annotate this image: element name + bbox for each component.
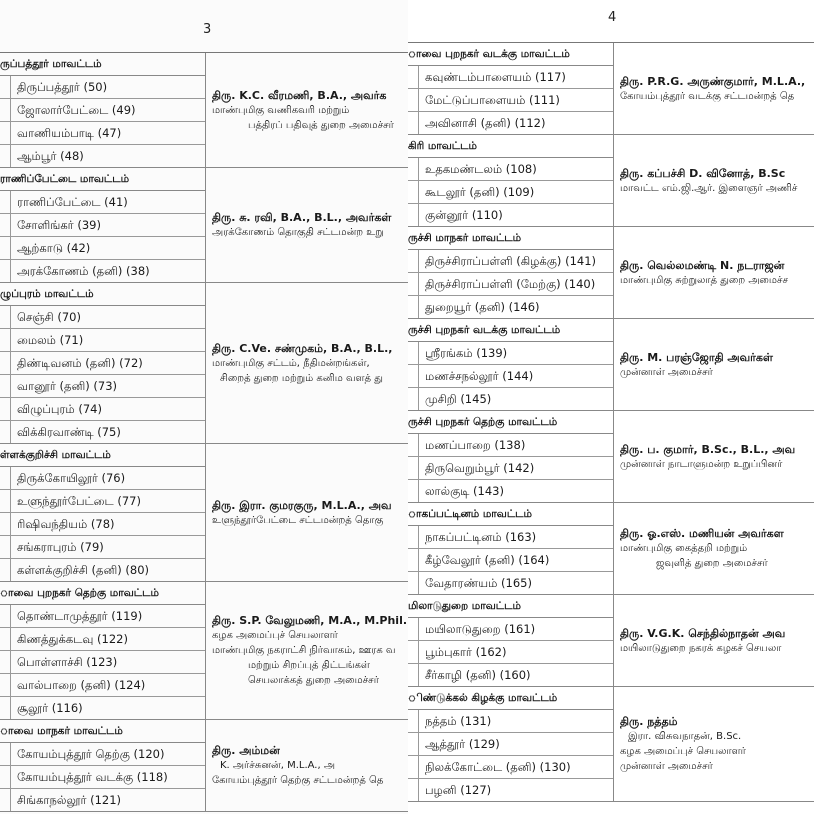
row-gutter bbox=[408, 733, 419, 755]
constituency-row bbox=[408, 158, 613, 181]
constituency-row bbox=[0, 352, 205, 375]
constituency-column bbox=[0, 168, 205, 282]
constituency-row bbox=[408, 664, 613, 686]
row-gutter bbox=[0, 536, 11, 558]
constituency-name: உளுந்தூர்பேட்டை (77) bbox=[17, 494, 141, 508]
row-gutter bbox=[408, 112, 419, 134]
row-gutter bbox=[0, 467, 11, 489]
in-charge-name: திரு. சு. ரவி, B.A., B.L., அவர்கள் bbox=[212, 211, 392, 224]
constituency-row bbox=[0, 513, 205, 536]
in-charge-cell bbox=[205, 283, 408, 443]
district-heading: ருப்பத்தூர் மாவட்டம் bbox=[0, 53, 205, 76]
page-number: 3 bbox=[203, 22, 212, 37]
district-block bbox=[408, 595, 814, 687]
in-charge-cell bbox=[613, 595, 814, 686]
in-charge-detail: மாண்புமிகு சட்டம், நீதிமன்றங்கள், bbox=[212, 357, 370, 369]
constituency-name: வேதாரண்யம் (165) bbox=[425, 576, 532, 590]
district-heading: ராணிப்பேட்டை மாவட்டம் bbox=[0, 168, 205, 191]
in-charge-cell bbox=[205, 53, 408, 167]
constituency-name: சோளிங்கர் (39) bbox=[17, 218, 101, 232]
constituency-name: துறையூர் (தனி) (146) bbox=[425, 300, 540, 314]
row-gutter bbox=[408, 89, 419, 111]
row-gutter bbox=[0, 490, 11, 512]
in-charge-detail: மாண்புமிகு கைத்தறி மற்றும் bbox=[620, 543, 748, 554]
constituency-name: ராணிப்பேட்டை (41) bbox=[17, 195, 128, 209]
constituency-row bbox=[0, 467, 205, 490]
constituency-name: வாணியம்பாடி (47) bbox=[17, 126, 122, 140]
district-heading: ள்ளக்குறிச்சி மாவட்டம் bbox=[0, 444, 205, 467]
page-number: 4 bbox=[608, 10, 617, 25]
row-gutter bbox=[0, 122, 11, 144]
row-gutter bbox=[0, 145, 11, 167]
row-gutter bbox=[408, 204, 419, 226]
row-gutter bbox=[0, 260, 11, 282]
constituency-name: திருக்கோயிலூர் (76) bbox=[17, 471, 126, 485]
constituency-name: ஆற்காடு (42) bbox=[17, 241, 91, 255]
in-charge-detail: கோயம்புத்தூர் வடக்கு சட்டமன்றத் தெ bbox=[620, 90, 795, 102]
in-charge-detail: முன்னாள் அமைச்சர் bbox=[620, 366, 713, 378]
district-block bbox=[408, 687, 814, 802]
district-block bbox=[0, 283, 408, 444]
constituency-name: பொள்ளாச்சி (123) bbox=[17, 655, 118, 669]
in-charge-detail: மாண்புமிகு வணிகவரி மற்றும் bbox=[212, 104, 350, 116]
row-gutter bbox=[408, 664, 419, 686]
constituency-column bbox=[408, 227, 613, 318]
row-gutter bbox=[408, 710, 419, 732]
constituency-name: கூடலூர் (தனி) (109) bbox=[425, 185, 535, 199]
row-gutter bbox=[408, 618, 419, 640]
constituency-name: திண்டிவனம் (தனி) (72) bbox=[17, 356, 143, 370]
constituency-row bbox=[408, 434, 613, 457]
row-gutter bbox=[0, 605, 11, 627]
constituency-row bbox=[408, 365, 613, 388]
constituency-column bbox=[408, 687, 613, 801]
constituency-name: சங்கராபுரம் (79) bbox=[17, 540, 104, 554]
in-charge-detail: மயிலாடுதுறை நகரக் கழகச் செயலா bbox=[620, 642, 782, 654]
constituency-row bbox=[0, 145, 205, 167]
row-gutter bbox=[0, 628, 11, 650]
row-gutter bbox=[0, 76, 11, 98]
constituency-name: கவுண்டம்பாளையம் (117) bbox=[425, 70, 566, 84]
district-heading: ாவை புறநகர் தெற்கு மாவட்டம் bbox=[0, 582, 205, 605]
row-gutter bbox=[0, 352, 11, 374]
in-charge-name: திரு. கப்பச்சி D. வினோத், B.Sc bbox=[620, 166, 786, 180]
constituency-column bbox=[408, 595, 613, 686]
constituency-name: கோயம்புத்தூர் வடக்கு (118) bbox=[17, 770, 168, 784]
constituency-row bbox=[0, 743, 205, 766]
in-charge-name: திரு. M. பரஞ்ஜோதி அவர்கள் bbox=[620, 350, 773, 364]
constituency-column bbox=[408, 319, 613, 410]
district-heading: மிலாடுதுறை மாவட்டம் bbox=[408, 595, 613, 618]
constituency-name: பூம்புகார் (162) bbox=[425, 645, 507, 659]
row-gutter bbox=[0, 191, 11, 213]
row-gutter bbox=[408, 572, 419, 594]
constituency-row bbox=[0, 76, 205, 99]
district-heading: ாவை மாநகர் மாவட்டம் bbox=[0, 720, 205, 743]
in-charge-detail: மாண்புமிகு சுற்றுலாத் துறை அமைச்ச bbox=[620, 274, 789, 286]
in-charge-detail: இரா. விசுவநாதன், B.Sc. bbox=[628, 731, 742, 742]
in-charge-name: திரு. ஓ.எஸ். மணியன் அவர்கள bbox=[620, 527, 784, 540]
constituency-name: உதகமண்டலம் (108) bbox=[425, 162, 537, 176]
constituency-row bbox=[408, 296, 613, 318]
constituency-name: திருச்சிராப்பள்ளி (கிழக்கு) (141) bbox=[425, 254, 597, 268]
constituency-name: மணப்பாறை (138) bbox=[425, 438, 526, 452]
in-charge-detail: சிறைத் துறை மற்றும் கனிம வளத் து bbox=[220, 372, 383, 384]
constituency-row bbox=[408, 66, 613, 89]
constituency-name: வால்பாறை (தனி) (124) bbox=[17, 678, 146, 692]
constituency-name: குன்னூர் (110) bbox=[425, 208, 503, 222]
in-charge-cell bbox=[205, 168, 408, 282]
constituency-row bbox=[408, 549, 613, 572]
district-block bbox=[0, 720, 408, 812]
constituency-row bbox=[408, 273, 613, 296]
district-block bbox=[408, 319, 814, 411]
district-heading: ிண்டுக்கல் கிழக்கு மாவட்டம் bbox=[408, 687, 613, 710]
constituency-name: வானூர் (தனி) (73) bbox=[17, 379, 118, 393]
constituency-name: முசிறி (145) bbox=[425, 392, 492, 406]
row-gutter bbox=[0, 214, 11, 236]
in-charge-detail: அரக்கோணம் தொகுதி சட்டமன்ற உறு bbox=[212, 227, 384, 238]
constituency-row bbox=[0, 421, 205, 443]
row-gutter bbox=[0, 375, 11, 397]
in-charge-cell bbox=[613, 687, 814, 801]
in-charge-cell bbox=[205, 582, 408, 719]
in-charge-cell bbox=[613, 319, 814, 410]
constituency-name: விழுப்புரம் (74) bbox=[17, 402, 102, 416]
row-gutter bbox=[408, 158, 419, 180]
district-block bbox=[408, 43, 814, 135]
row-gutter bbox=[0, 421, 11, 443]
constituency-row bbox=[0, 191, 205, 214]
constituency-row bbox=[408, 641, 613, 664]
constituency-column bbox=[0, 582, 205, 719]
constituency-name: லால்குடி (143) bbox=[425, 484, 504, 498]
row-gutter bbox=[408, 181, 419, 203]
row-gutter bbox=[0, 237, 11, 259]
constituency-row bbox=[408, 250, 613, 273]
constituency-row bbox=[0, 329, 205, 352]
row-gutter bbox=[0, 559, 11, 581]
in-charge-cell bbox=[613, 411, 814, 502]
constituency-row bbox=[0, 789, 205, 811]
row-gutter bbox=[0, 674, 11, 696]
row-gutter bbox=[408, 457, 419, 479]
constituency-column bbox=[408, 411, 613, 502]
row-gutter bbox=[408, 526, 419, 548]
constituency-name: மைலம் (71) bbox=[17, 333, 84, 347]
district-heading: ழுப்புரம் மாவட்டம் bbox=[0, 283, 205, 306]
district-heading: கிரி மாவட்டம் bbox=[408, 135, 613, 158]
constituency-name: ஜோலார்பேட்டை (49) bbox=[17, 103, 136, 117]
constituency-row bbox=[0, 214, 205, 237]
constituency-row bbox=[408, 618, 613, 641]
right-page bbox=[408, 0, 814, 814]
district-block bbox=[0, 582, 408, 720]
in-charge-detail: பத்திரப் பதிவுத் துறை அமைச்சர் bbox=[248, 119, 394, 131]
row-gutter bbox=[408, 480, 419, 502]
row-gutter bbox=[0, 329, 11, 351]
district-block bbox=[0, 444, 408, 582]
in-charge-name: திரு. வெல்லமண்டி N. நடராஜன் bbox=[620, 258, 785, 272]
constituency-name: விக்கிரவாண்டி (75) bbox=[17, 425, 121, 439]
district-heading: ாகப்பட்டினம் மாவட்டம் bbox=[408, 503, 613, 526]
constituency-row bbox=[408, 710, 613, 733]
constituency-row bbox=[408, 342, 613, 365]
constituency-name: கிணத்துக்கடவு (122) bbox=[17, 632, 128, 646]
constituency-column bbox=[408, 503, 613, 594]
row-gutter bbox=[408, 549, 419, 571]
row-gutter bbox=[0, 306, 11, 328]
constituency-row bbox=[0, 605, 205, 628]
row-gutter bbox=[0, 743, 11, 765]
in-charge-detail: ஜவுளித் துறை அமைச்சர் bbox=[656, 558, 768, 569]
constituency-row bbox=[408, 112, 613, 134]
constituency-row bbox=[408, 779, 613, 801]
row-gutter bbox=[0, 651, 11, 673]
in-charge-detail: முன்னாள் நாடாளுமன்ற உறுப்பினர் bbox=[620, 458, 783, 470]
constituency-row bbox=[0, 697, 205, 719]
row-gutter bbox=[0, 99, 11, 121]
in-charge-name: திரு. K.C. வீரமணி, B.A., அவர்க bbox=[212, 88, 387, 102]
constituency-name: நத்தம் (131) bbox=[425, 714, 492, 728]
row-gutter bbox=[408, 296, 419, 318]
constituency-row bbox=[0, 674, 205, 697]
constituency-row bbox=[0, 122, 205, 145]
constituency-column bbox=[0, 444, 205, 581]
constituency-column bbox=[408, 135, 613, 226]
constituency-row bbox=[408, 733, 613, 756]
in-charge-cell bbox=[205, 720, 408, 811]
constituency-name: மேட்டுப்பாளையம் (111) bbox=[425, 93, 560, 107]
constituency-column bbox=[408, 43, 613, 134]
district-block bbox=[408, 411, 814, 503]
constituency-row bbox=[0, 375, 205, 398]
constituency-row bbox=[408, 204, 613, 226]
row-gutter bbox=[0, 513, 11, 535]
constituency-name: ரிஷிவந்தியம் (78) bbox=[17, 517, 115, 531]
row-gutter bbox=[408, 434, 419, 456]
row-gutter bbox=[408, 250, 419, 272]
in-charge-cell bbox=[613, 43, 814, 134]
constituency-row bbox=[408, 480, 613, 502]
in-charge-name: திரு. ப. குமார், B.Sc., B.L., அவ bbox=[620, 442, 796, 456]
constituency-row bbox=[0, 398, 205, 421]
constituency-name: நிலக்கோட்டை (தனி) (130) bbox=[425, 760, 571, 774]
row-gutter bbox=[408, 756, 419, 778]
in-charge-detail: செயலாக்கத் துறை அமைச்சர் bbox=[248, 675, 379, 686]
constituency-column bbox=[0, 53, 205, 167]
row-gutter bbox=[0, 697, 11, 719]
constituency-row bbox=[408, 89, 613, 112]
district-block bbox=[0, 168, 408, 283]
constituency-name: ஆத்தூர் (129) bbox=[425, 737, 500, 751]
constituency-row bbox=[408, 756, 613, 779]
constituency-row bbox=[0, 559, 205, 581]
constituency-name: பழனி (127) bbox=[425, 783, 492, 797]
district-block bbox=[408, 135, 814, 227]
constituency-name: நாகப்பட்டினம் (163) bbox=[425, 530, 537, 544]
constituency-row bbox=[408, 181, 613, 204]
constituency-row bbox=[408, 457, 613, 480]
constituency-row bbox=[408, 388, 613, 410]
in-charge-name: திரு. S.P. வேலுமணி, M.A., M.Phil. bbox=[212, 614, 408, 627]
in-charge-cell bbox=[613, 227, 814, 318]
constituency-name: திருச்சிராப்பள்ளி (மேற்கு) (140) bbox=[425, 277, 596, 291]
in-charge-name: திரு. C.Ve. சண்முகம், B.A., B.L., bbox=[212, 341, 393, 355]
constituency-name: கோயம்புத்தூர் தெற்கு (120) bbox=[17, 747, 165, 761]
constituency-row bbox=[0, 237, 205, 260]
constituency-row bbox=[0, 306, 205, 329]
constituency-name: சீர்காழி (தனி) (160) bbox=[425, 668, 531, 682]
in-charge-name: திரு. P.R.G. அருண்குமார், M.L.A., bbox=[620, 74, 806, 88]
row-gutter bbox=[408, 66, 419, 88]
row-gutter bbox=[408, 388, 419, 410]
in-charge-cell bbox=[613, 503, 814, 594]
constituency-name: சிங்காநல்லூர் (121) bbox=[17, 793, 122, 807]
constituency-row bbox=[0, 651, 205, 674]
district-heading: ருச்சி புறநகர் தெற்கு மாவட்டம் bbox=[408, 411, 613, 434]
constituency-name: செஞ்சி (70) bbox=[17, 310, 81, 324]
in-charge-detail: முன்னாள் அமைச்சர் bbox=[620, 761, 713, 772]
in-charge-name: திரு. இரா. குமரகுரு, M.L.A., அவ bbox=[212, 498, 392, 512]
in-charge-name: திரு. அம்மன் bbox=[212, 744, 280, 757]
in-charge-cell bbox=[205, 444, 408, 581]
in-charge-detail: மாண்புமிகு நகராட்சி நிர்வாகம், ஊரக வ bbox=[212, 645, 396, 656]
row-gutter bbox=[408, 779, 419, 801]
district-heading: ருச்சி மாநகர் மாவட்டம் bbox=[408, 227, 613, 250]
in-charge-detail: மற்றும் சிறப்புத் திட்டங்கள் bbox=[248, 660, 370, 671]
row-gutter bbox=[408, 273, 419, 295]
constituency-name: தொண்டாமுத்தூர் (119) bbox=[17, 609, 143, 623]
district-block bbox=[408, 227, 814, 319]
constituency-row bbox=[408, 572, 613, 594]
constituency-row bbox=[0, 536, 205, 559]
constituency-name: மயிலாடுதுறை (161) bbox=[425, 622, 536, 636]
constituency-row bbox=[0, 99, 205, 122]
constituency-name: ஆம்பூர் (48) bbox=[17, 149, 84, 163]
constituency-row bbox=[408, 526, 613, 549]
row-gutter bbox=[0, 766, 11, 788]
constituency-name: திருவெறும்பூர் (142) bbox=[425, 461, 535, 475]
district-block bbox=[0, 53, 408, 168]
district-table bbox=[408, 42, 814, 802]
constituency-column bbox=[0, 720, 205, 811]
row-gutter bbox=[0, 398, 11, 420]
row-gutter bbox=[0, 789, 11, 811]
in-charge-detail: கழக அமைப்புச் செயலாளர் bbox=[620, 746, 746, 757]
constituency-row bbox=[0, 628, 205, 651]
in-charge-detail: உளுந்தூர்பேட்டை சட்டமன்றத் தொகு bbox=[212, 514, 384, 526]
constituency-row bbox=[0, 766, 205, 789]
district-heading: ாவை புறநகர் வடக்கு மாவட்டம் bbox=[408, 43, 613, 66]
in-charge-name: திரு. V.G.K. செந்தில்நாதன் அவ bbox=[620, 626, 786, 640]
row-gutter bbox=[408, 641, 419, 663]
district-heading: ருச்சி புறநகர் வடக்கு மாவட்டம் bbox=[408, 319, 613, 342]
constituency-row bbox=[0, 260, 205, 282]
constituency-column bbox=[0, 283, 205, 443]
in-charge-detail: கோயம்புத்தூர் தெற்கு சட்டமன்றத் தெ bbox=[212, 775, 384, 786]
constituency-name: மணச்சநல்லூர் (144) bbox=[425, 369, 534, 383]
constituency-row bbox=[0, 490, 205, 513]
in-charge-detail: கழக அமைப்புச் செயலாளர் bbox=[212, 630, 338, 641]
row-gutter bbox=[408, 342, 419, 364]
in-charge-detail: மாவட்ட எம்.ஜி.ஆர். இளைஞர் அணிச் bbox=[620, 182, 798, 194]
in-charge-detail: K. அர்ச்சுனன், M.L.A., அ bbox=[220, 760, 335, 771]
in-charge-name: திரு. நத்தம் bbox=[620, 715, 678, 728]
constituency-name: அவினாசி (தனி) (112) bbox=[425, 116, 546, 130]
in-charge-cell bbox=[613, 135, 814, 226]
constituency-name: ஸ்ரீரங்கம் (139) bbox=[425, 346, 508, 360]
constituency-name: சூலூர் (116) bbox=[17, 701, 83, 715]
constituency-name: திருப்பத்தூர் (50) bbox=[17, 80, 108, 94]
constituency-name: கள்ளக்குறிச்சி (தனி) (80) bbox=[17, 563, 150, 577]
constituency-name: கீழ்வேலூர் (தனி) (164) bbox=[425, 553, 550, 567]
district-table bbox=[0, 52, 408, 812]
row-gutter bbox=[408, 365, 419, 387]
district-block bbox=[408, 503, 814, 595]
constituency-name: அரக்கோணம் (தனி) (38) bbox=[17, 264, 150, 278]
